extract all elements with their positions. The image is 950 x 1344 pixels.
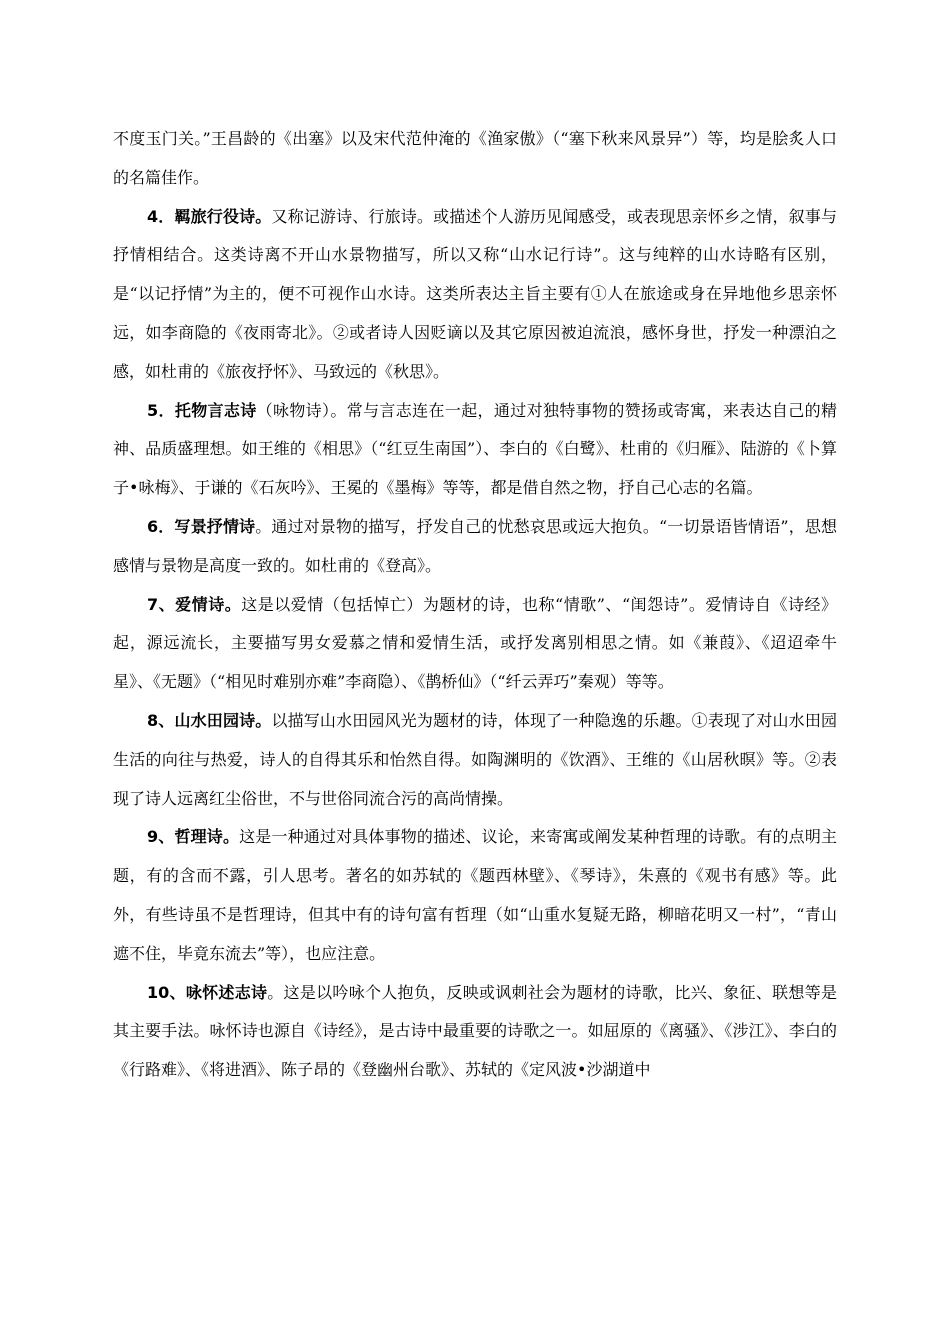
paragraph-text: 这是一种通过对具体事物的描述、议论，来寄寓或阐发某种哲理的诗歌。有的点明主题，有的含而不露，引人思考。著名的如苏轼的《题西林壁》、《琴诗》，朱熹的《观书有感》等。此外，有些诗虽不是哲理诗，但其中有的诗句富有哲理（如“山重水复疑无路，柳暗花明又一村”，“青山遮不住，毕竟东流去”等），也应注意。 (113, 827, 837, 963)
paragraph-item-8 (113, 702, 837, 818)
paragraph-item-5 (113, 392, 837, 508)
paragraph-text: 。通过对景物的描写，抒发自己的忧愁哀思或远大抱负。“一切景语皆情语”，思想感情与景物是高度一致的。如杜甫的《登高》。 (113, 516, 837, 575)
paragraph-text: 。这是以吟咏个人抱负，反映或讽刺社会为题材的诗歌，比兴、象征、联想等是其主要手法。咏怀诗也源自《诗经》，是古诗中最重要的诗歌之一。如屈原的《离骚》、《涉江》、李白的《行路难》、《将进酒》、陈子昂的《登幽州台歌》、苏轼的《定风波•沙湖道中 (113, 982, 837, 1080)
paragraph-heading: 5．托物言志诗 (147, 400, 257, 420)
paragraph-heading: 4．羁旅行役诗。 (147, 206, 272, 226)
paragraph-text: 不度玉门关。”王昌龄的《出塞》以及宋代范仲淹的《渔家傲》（“塞下秋来风景异”）等，均是脍炙人口的名篇佳作。 (113, 129, 837, 187)
paragraph-heading: 8、山水田园诗。 (147, 710, 272, 730)
paragraph-heading: 9、哲理诗。 (147, 827, 240, 847)
paragraph-item-6 (113, 508, 837, 586)
paragraph-item-4 (113, 198, 837, 392)
paragraph-item-10 (113, 974, 837, 1090)
paragraph-heading: 10、咏怀述志诗 (147, 982, 268, 1002)
paragraph-text: 又称记游诗、行旅诗。或描述个人游历见闻感受，或表现思亲怀乡之情，叙事与抒情相结合。这类诗离不开山水景物描写，所以又称“山水记行诗”。这与纯粹的山水诗略有区别，是“以记抒情”为主的，便不可视作山水诗。这类所表达主旨主要有①人在旅途或身在异地他乡思亲怀远，如李商隐的《夜雨寄北》。②或者诗人因贬谪以及其它原因被迫流浪，感怀身世，抒发一种漂泊之感，如杜甫的《旅夜抒怀》、马致远的《秋思》。 (113, 206, 837, 381)
paragraph-item-7 (113, 586, 837, 702)
paragraph-heading: 7、爱情诗。 (147, 594, 242, 614)
paragraph-text: 以描写山水田园风光为题材的诗，体现了一种隐逸的乐趣。①表现了对山水田园生活的向往与热爱，诗人的自得其乐和怡然自得。如陶渊明的《饮酒》、王维的《山居秋暝》等。②表现了诗人远离红尘俗世，不与世俗同流合污的高尚情操。 (113, 710, 837, 808)
paragraph-continued (113, 120, 837, 198)
document-body (113, 120, 837, 1090)
paragraph-heading: 6．写景抒情诗 (147, 516, 256, 536)
paragraph-text: 这是以爱情（包括悼亡）为题材的诗，也称“情歌”、“闺怨诗”。爱情诗自《诗经》起，源远流长，主要描写男女爱慕之情和爱情生活，或抒发离别相思之情。如《兼葭》、《迢迢牵牛星》、《无题》（“相见时难别亦难”李商隐）、《鹊桥仙》（“纤云弄巧”秦观）等等。 (113, 594, 837, 692)
paragraph-text: （咏物诗）。常与言志连在一起，通过对独特事物的赞扬或寄寓，来表达自己的精神、品质盛理想。如王维的《相思》（“红豆生南国”）、李白的《白鹭》、杜甫的《归雁》、陆游的《卜算子•咏梅》、于谦的《石灰吟》、王冕的《墨梅》等等，都是借自然之物，抒自己心志的名篇。 (113, 400, 837, 498)
paragraph-item-9 (113, 818, 837, 973)
